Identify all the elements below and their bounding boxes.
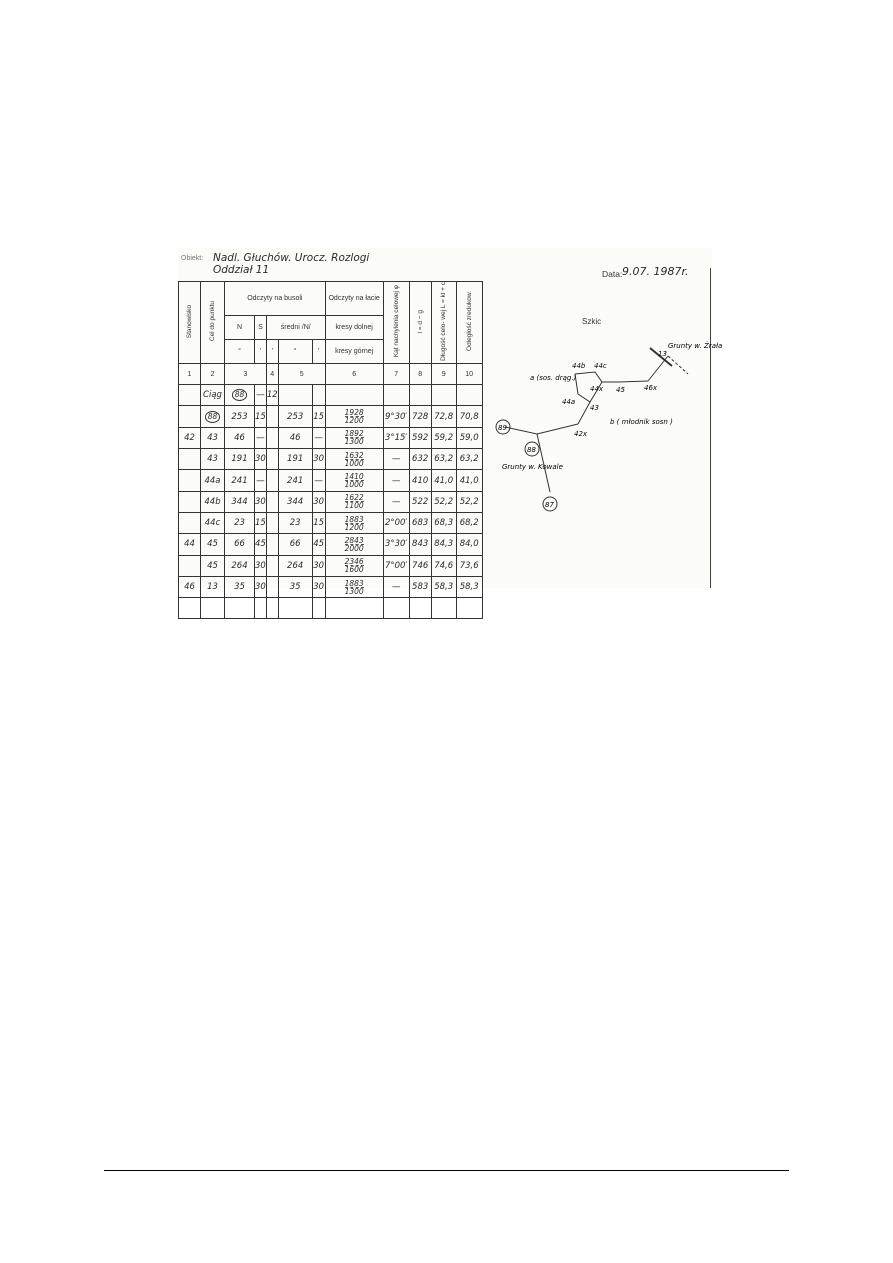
footer-rule bbox=[104, 1170, 789, 1171]
upper-header: kresy górnej bbox=[325, 339, 383, 363]
mean-min-cell: 30 bbox=[312, 449, 325, 470]
length-cell: 59,2 bbox=[431, 427, 456, 448]
upper-reading: 1410 bbox=[344, 472, 364, 482]
intro-point: 88 bbox=[225, 385, 255, 406]
n-deg-cell: 23 bbox=[225, 512, 255, 533]
n-deg-cell: 66 bbox=[225, 534, 255, 555]
empty-row bbox=[179, 598, 483, 619]
deg-mark: ° bbox=[225, 339, 255, 363]
l-cell: 632 bbox=[409, 449, 431, 470]
mean-deg-cell: 23 bbox=[278, 512, 312, 533]
upper-reading: 1883 bbox=[344, 578, 364, 588]
station-cell: 44 bbox=[179, 534, 201, 555]
staff-reading-cell bbox=[325, 449, 383, 470]
n-deg-cell: 191 bbox=[225, 449, 255, 470]
table-row bbox=[179, 576, 483, 597]
length-header: Długość celo- wej L = kl + c bbox=[431, 282, 456, 364]
mean-deg-cell: 344 bbox=[278, 491, 312, 512]
mean-min-cell: 15 bbox=[312, 512, 325, 533]
blank-cell bbox=[266, 534, 278, 555]
angle-cell: — bbox=[383, 576, 409, 597]
min-mark: ′ bbox=[266, 339, 278, 363]
sketch-diagram bbox=[490, 342, 723, 524]
column-number: 1 bbox=[179, 363, 201, 384]
angle-cell: 3°15′ bbox=[383, 427, 409, 448]
n-min-cell: 30 bbox=[255, 449, 267, 470]
reduced-cell: 84,0 bbox=[456, 534, 482, 555]
staff-reading-cell bbox=[325, 491, 383, 512]
n-header: N bbox=[225, 315, 255, 339]
n-min-cell: 30 bbox=[255, 555, 267, 576]
n-deg-cell: 344 bbox=[225, 491, 255, 512]
mean-min-cell: 15 bbox=[312, 406, 325, 427]
target-cell: 43 bbox=[201, 449, 225, 470]
blank-cell bbox=[266, 555, 278, 576]
station-cell bbox=[179, 470, 201, 491]
station-cell bbox=[179, 512, 201, 533]
column-number: 3 bbox=[225, 363, 267, 384]
line-43-42 bbox=[578, 402, 590, 424]
title-line-1: Nadl. Głuchów. Urocz. Rozlogi bbox=[213, 252, 370, 264]
column-number: 4 bbox=[266, 363, 278, 384]
upper-reading: 1622 bbox=[344, 493, 364, 503]
n-min-cell: 15 bbox=[255, 406, 267, 427]
staff-reading-cell bbox=[325, 512, 383, 533]
mean-min-cell: 30 bbox=[312, 491, 325, 512]
column-number: 2 bbox=[201, 363, 225, 384]
length-cell: 63,2 bbox=[431, 449, 456, 470]
column-number: 6 bbox=[325, 363, 383, 384]
station-cell bbox=[179, 406, 201, 427]
min-mark: ′ bbox=[255, 339, 267, 363]
staff-reading-cell bbox=[325, 576, 383, 597]
blank-cell bbox=[266, 576, 278, 597]
angle-cell: 7°00′ bbox=[383, 555, 409, 576]
label-88: 88 bbox=[527, 446, 536, 454]
angle-cell: 9°30′ bbox=[383, 406, 409, 427]
upper-reading: 1883 bbox=[344, 514, 364, 524]
n-min-cell: 30 bbox=[255, 491, 267, 512]
table-row bbox=[179, 406, 483, 427]
lower-reading: 1200 bbox=[344, 416, 364, 426]
table-row bbox=[179, 534, 483, 555]
l-cell: 843 bbox=[409, 534, 431, 555]
reduced-cell: 73,6 bbox=[456, 555, 482, 576]
intro-dash: — bbox=[255, 385, 267, 406]
lower-reading: 1000 bbox=[344, 480, 364, 490]
label-plot-a: a (sos. drąg.) bbox=[530, 374, 577, 382]
blank-cell bbox=[266, 491, 278, 512]
column-number: 8 bbox=[409, 363, 431, 384]
intro-row bbox=[179, 385, 483, 406]
reduced-cell: 58,3 bbox=[456, 576, 482, 597]
label-plot-b: b ( młodnik sosn ) bbox=[610, 418, 673, 426]
staff-reading-cell bbox=[325, 406, 383, 427]
column-number: 7 bbox=[383, 363, 409, 384]
line-45-46 bbox=[620, 381, 648, 382]
upper-reading: 2843 bbox=[344, 535, 364, 545]
target-cell: 44a bbox=[201, 470, 225, 491]
angle-cell: 2°00′ bbox=[383, 512, 409, 533]
date-value: 9.07. 1987r. bbox=[622, 265, 689, 278]
title-line-2: Oddział 11 bbox=[213, 264, 270, 276]
label-89: 89 bbox=[498, 424, 507, 432]
reduced-cell: 68,2 bbox=[456, 512, 482, 533]
mean-min-cell: — bbox=[312, 470, 325, 491]
target-cell: 45 bbox=[201, 534, 225, 555]
l-cell: 592 bbox=[409, 427, 431, 448]
table-row bbox=[179, 491, 483, 512]
s-header: S bbox=[255, 315, 267, 339]
label-44a: 44a bbox=[562, 398, 576, 406]
intro-mark: 12 bbox=[266, 385, 278, 406]
length-cell: 68,3 bbox=[431, 512, 456, 533]
label-44b: 44b bbox=[572, 362, 586, 370]
length-cell: 74,6 bbox=[431, 555, 456, 576]
station-cell bbox=[179, 491, 201, 512]
scanned-field-notebook bbox=[178, 248, 723, 596]
n-deg-cell: 241 bbox=[225, 470, 255, 491]
n-deg-cell: 35 bbox=[225, 576, 255, 597]
target-cell: 45 bbox=[201, 555, 225, 576]
column-number-row bbox=[179, 363, 483, 384]
lower-reading: 1300 bbox=[344, 586, 364, 596]
lower-reading: 1000 bbox=[344, 458, 364, 468]
l-cell: 583 bbox=[409, 576, 431, 597]
angle-cell: — bbox=[383, 470, 409, 491]
table-row bbox=[179, 470, 483, 491]
blank-cell bbox=[266, 470, 278, 491]
label-13: 13 bbox=[658, 350, 667, 358]
length-cell: 41,0 bbox=[431, 470, 456, 491]
column-number: 5 bbox=[278, 363, 325, 384]
mean-deg-cell: 191 bbox=[278, 449, 312, 470]
measurement-table bbox=[178, 281, 483, 619]
lower-reading: 1600 bbox=[344, 565, 364, 575]
length-cell: 72,8 bbox=[431, 406, 456, 427]
angle-cell: — bbox=[383, 449, 409, 470]
target-cell: 43 bbox=[201, 427, 225, 448]
n-min-cell: — bbox=[255, 427, 267, 448]
target-cell: 88 bbox=[201, 406, 225, 427]
n-min-cell: 30 bbox=[255, 576, 267, 597]
table-right-border bbox=[710, 268, 711, 588]
blank-cell bbox=[266, 427, 278, 448]
target-cell: 44c bbox=[201, 512, 225, 533]
reduced-cell: 41,0 bbox=[456, 470, 482, 491]
staff-reading-cell bbox=[325, 534, 383, 555]
l-cell: 410 bbox=[409, 470, 431, 491]
column-number: 10 bbox=[456, 363, 482, 384]
staff-header: Odczyty na łacie bbox=[325, 282, 383, 316]
label-44x: 44x bbox=[590, 385, 604, 393]
mean-deg-cell: 264 bbox=[278, 555, 312, 576]
upper-reading: 1892 bbox=[344, 429, 364, 439]
col-target-header: Cel do punktu bbox=[201, 282, 225, 364]
lower-reading: 1300 bbox=[344, 437, 364, 447]
mean-deg-cell: 66 bbox=[278, 534, 312, 555]
staff-reading-cell bbox=[325, 555, 383, 576]
n-min-cell: 45 bbox=[255, 534, 267, 555]
object-label: Obiekt: bbox=[181, 255, 204, 262]
l-cell: 683 bbox=[409, 512, 431, 533]
date-label: Data: bbox=[602, 269, 623, 279]
label-87: 87 bbox=[545, 501, 554, 509]
blank-cell bbox=[266, 512, 278, 533]
angle-cell: 3°30′ bbox=[383, 534, 409, 555]
l-header: l = d − g bbox=[409, 282, 431, 364]
table-row bbox=[179, 427, 483, 448]
length-cell: 58,3 bbox=[431, 576, 456, 597]
staff-reading-cell bbox=[325, 470, 383, 491]
angle-cell: — bbox=[383, 491, 409, 512]
sketch-header: Szkic bbox=[582, 317, 602, 326]
reduced-cell: 70,8 bbox=[456, 406, 482, 427]
lower-reading: 1200 bbox=[344, 522, 364, 532]
length-cell: 52,2 bbox=[431, 491, 456, 512]
upper-reading: 1928 bbox=[344, 408, 364, 418]
mean-deg-cell: 35 bbox=[278, 576, 312, 597]
table-row bbox=[179, 555, 483, 576]
label-42x: 42x bbox=[574, 430, 588, 438]
mean-min-cell: — bbox=[312, 427, 325, 448]
mean-header: średni /N/ bbox=[266, 315, 325, 339]
target-cell: 44b bbox=[201, 491, 225, 512]
lower-header: kresy dolnej bbox=[325, 315, 383, 339]
station-cell: 46 bbox=[179, 576, 201, 597]
n-deg-cell: 253 bbox=[225, 406, 255, 427]
col-station-header: Stanowisko bbox=[179, 282, 201, 364]
station-cell: 42 bbox=[179, 427, 201, 448]
bussole-header: Odczyty na busoli bbox=[225, 282, 326, 316]
l-cell: 522 bbox=[409, 491, 431, 512]
upper-reading: 2346 bbox=[344, 557, 364, 567]
mean-min-cell: 30 bbox=[312, 576, 325, 597]
table-row bbox=[179, 449, 483, 470]
blank-cell bbox=[266, 449, 278, 470]
label-44c: 44c bbox=[594, 362, 607, 370]
blank-cell bbox=[266, 406, 278, 427]
station-cell bbox=[179, 555, 201, 576]
mean-deg-cell: 46 bbox=[278, 427, 312, 448]
intro-label: Ciąg bbox=[201, 385, 225, 406]
mean-deg-cell: 241 bbox=[278, 470, 312, 491]
column-number: 9 bbox=[431, 363, 456, 384]
reduced-header: Odległość zredukow. bbox=[456, 282, 482, 364]
label-43: 43 bbox=[590, 404, 599, 412]
min-mark: ′ bbox=[312, 339, 325, 363]
target-cell: 13 bbox=[201, 576, 225, 597]
label-grunty-zrala: Grunty w. Żrała bbox=[668, 342, 723, 350]
line-42-88 bbox=[537, 424, 578, 434]
table-row bbox=[179, 512, 483, 533]
lower-reading: 1100 bbox=[344, 501, 364, 511]
n-deg-cell: 46 bbox=[225, 427, 255, 448]
reduced-cell: 52,2 bbox=[456, 491, 482, 512]
label-grunty-kowale: Grunty w. Kowale bbox=[502, 463, 563, 471]
reduced-cell: 59,0 bbox=[456, 427, 482, 448]
label-45: 45 bbox=[616, 386, 625, 394]
label-46x: 46x bbox=[644, 384, 658, 392]
length-cell: 84,3 bbox=[431, 534, 456, 555]
n-deg-cell: 264 bbox=[225, 555, 255, 576]
deg-mark: ° bbox=[278, 339, 312, 363]
station-cell bbox=[179, 449, 201, 470]
staff-reading-cell bbox=[325, 427, 383, 448]
angle-header: Kąt nachylenia celowej φ bbox=[383, 282, 409, 364]
l-cell: 728 bbox=[409, 406, 431, 427]
lower-reading: 2000 bbox=[344, 543, 364, 553]
mean-deg-cell: 253 bbox=[278, 406, 312, 427]
mean-min-cell: 45 bbox=[312, 534, 325, 555]
l-cell: 746 bbox=[409, 555, 431, 576]
n-min-cell: — bbox=[255, 470, 267, 491]
n-min-cell: 15 bbox=[255, 512, 267, 533]
mean-min-cell: 30 bbox=[312, 555, 325, 576]
reduced-cell: 63,2 bbox=[456, 449, 482, 470]
upper-reading: 1632 bbox=[344, 450, 364, 460]
